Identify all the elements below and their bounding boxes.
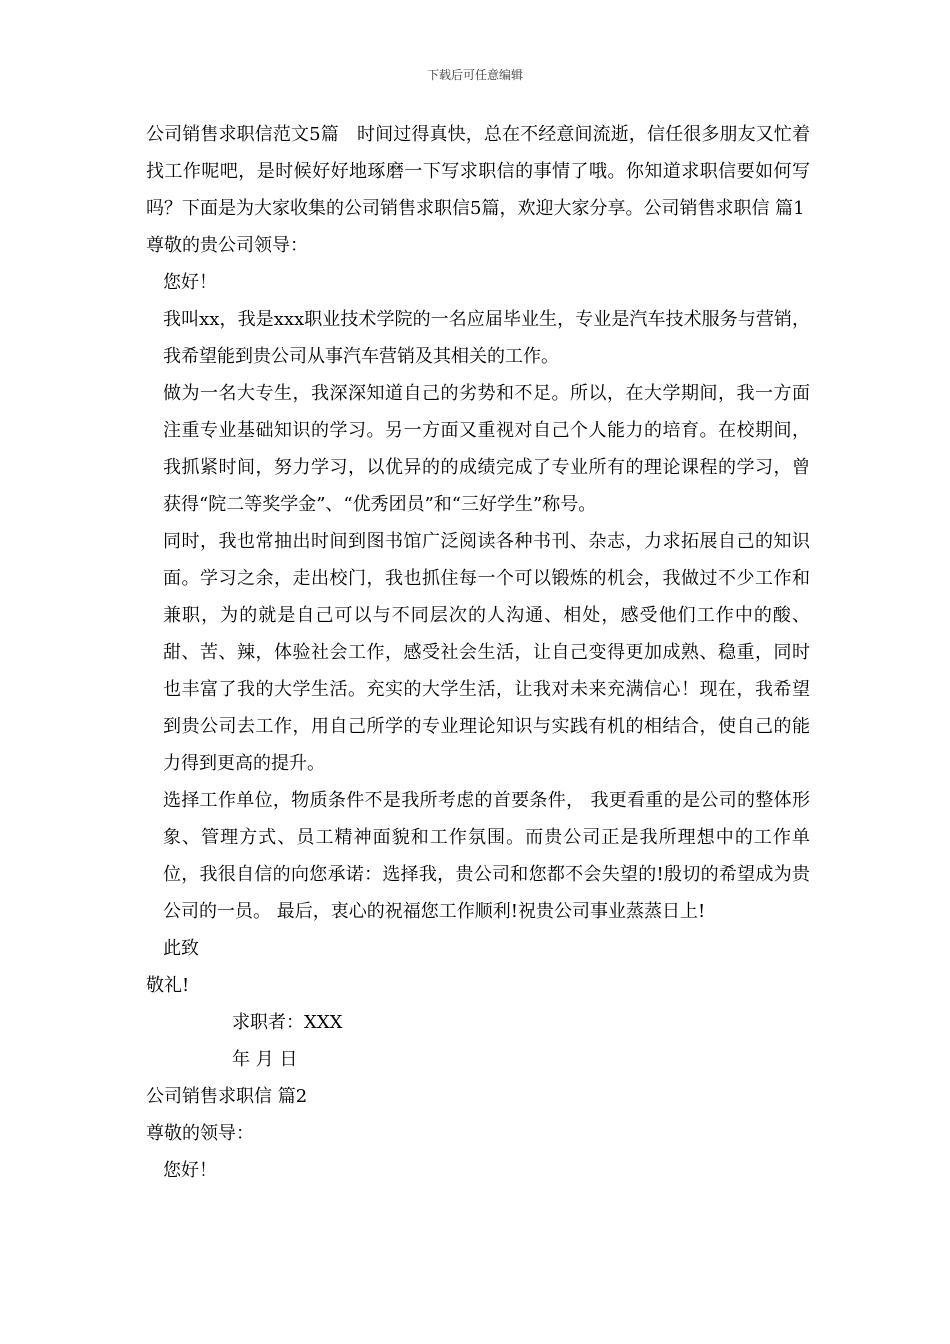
page-header: 下载后可任意编辑	[426, 68, 523, 82]
letter-body	[146, 116, 810, 1189]
closing-line: 此致	[163, 938, 199, 959]
body-paragraph: 我叫xx，我是xxx职业技术学院的一名应届毕业生，专业是汽车技术服务与营销，我希望能到贵公司从事汽车营销及其相关的工作。	[163, 309, 810, 367]
greeting: 您好！	[163, 272, 217, 293]
body-paragraph: 选择工作单位，物质条件不是我所考虑的首要条件， 我更看重的是公司的整体形象、管理方式、员工精神面貌和工作氛围。而贵公司正是我所理想中的工作单位，我很自信的向您承诺：选择我，贵公司和您都不会失望的!殷切的希望成为贵公司的一员。 最后，衷心的祝福您工作顺利!祝贵公司事业蒸蒸日上!	[163, 790, 810, 922]
intro-paragraph: 公司销售求职信范文5篇 时间过得真快，总在不经意间流逝，信任很多朋友又忙着找工作呢吧，是时候好好地琢磨一下写求职信的事情了哦。你知道求职信要如何写吗？下面是为大家收集的公司销售求职信5篇，欢迎大家分享。公司销售求职信 篇1	[146, 124, 810, 219]
closing-salute: 敬礼!	[146, 975, 190, 996]
greeting: 您好！	[163, 1160, 217, 1181]
signature-date: 年 月 日	[232, 1049, 298, 1070]
salutation: 尊敬的贵公司领导：	[146, 235, 308, 256]
body-paragraph: 做为一名大专生，我深深知道自己的劣势和不足。所以，在大学期间，我一方面注重专业基础知识的学习。另一方面又重视对自己个人能力的培育。在校期间， 我抓紧时间，努力学习，以优异的的成绩完成了专业所有的理论课程的学习，曾获得“院二等奖学金”、“优秀团员”和“三好学生”称号。	[163, 383, 810, 515]
body-paragraph: 同时，我也常抽出时间到图书馆广泛阅读各种书刊、杂志，力求拓展自己的知识面。学习之余，走出校门，我也抓住每一个可以锻炼的机会，我做过不少工作和兼职，为的就是自己可以与不同层次的人沟通、相处，感受他们工作中的酸、甜、苦、辣，体验社会工作，感受社会生活，让自己变得更加成熟、稳重，同时也丰富了我的大学生活。充实的大学生活，让我对未来充满信心！现在，我希望到贵公司去工作，用自己所学的专业理论知识与实践有机的相结合，使自己的能力得到更高的提升。	[163, 531, 810, 774]
section-title: 公司销售求职信 篇2	[146, 1086, 308, 1107]
salutation: 尊敬的领导：	[146, 1123, 254, 1144]
signature-applicant: 求职者：XXX	[232, 1012, 343, 1033]
